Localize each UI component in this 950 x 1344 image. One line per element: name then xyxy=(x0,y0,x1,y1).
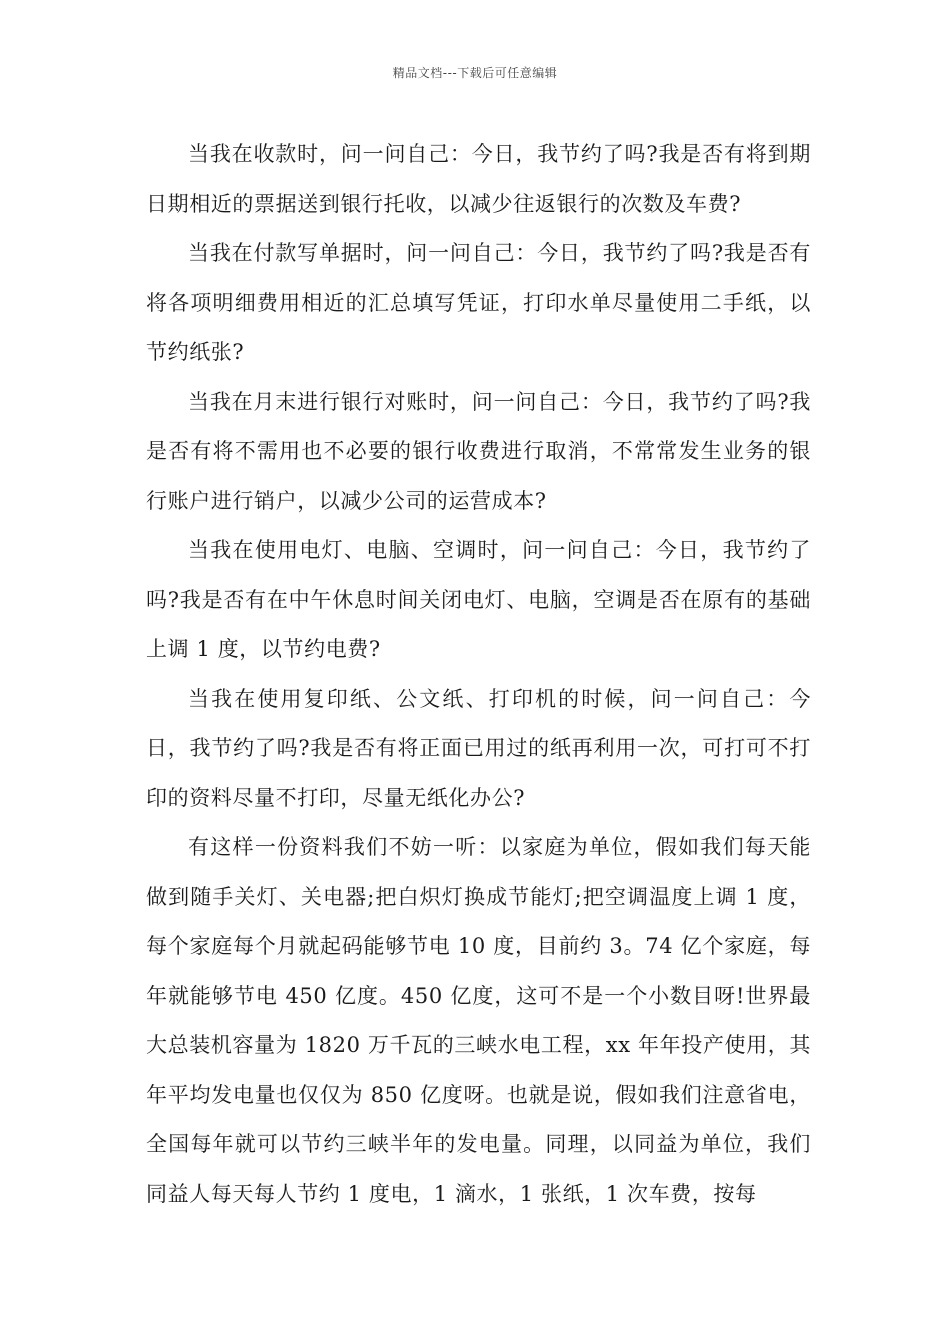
paragraph-electricity: 当我在使用电灯、电脑、空调时，问一问自己：今日，我节约了吗?我是否有在中午休息时间关闭电灯、电脑，空调是否在原有的基础上调 1 度，以节约电费? xyxy=(146,538,811,661)
paragraph-receipts: 当我在收款时，问一问自己：今日，我节约了吗?我是否有将到期日期相近的票据送到银行托收，以减少往返银行的次数及车费? xyxy=(146,142,811,216)
document-body xyxy=(146,130,811,1219)
paragraph-household-savings: 有这样一份资料我们不妨一听：以家庭为单位，假如我们每天能做到随手关灯、关电器;把白炽灯换成节能灯;把空调温度上调 1 度，每个家庭每个月就起码能够节电 10 度，目前约 3。74 亿个家庭，每年就能够节电 450 亿度。450 亿度，这可不是一个小数目呀!世界最大总装机容量为 1820 万千瓦的三峡水电工程，xx 年年投产使用，其年平均发电量也仅仅为 850 亿度呀。也就是说，假如我们注意省电，全国每年就可以节约三峡半年的发电量。同理，以同益为单位，我们同益人每天每人节约 1 度电，1 滴水，1 张纸，1 次车费，按每 xyxy=(146,835,811,1206)
paragraph-paper: 当我在使用复印纸、公文纸、打印机的时候，问一问自己：今日，我节约了吗?我是否有将正面已用过的纸再利用一次，可打可不打印的资料尽量不打印，尽量无纸化办公? xyxy=(146,686,811,810)
paragraph-reconciliation: 当我在月末进行银行对账时，问一问自己：今日，我节约了吗?我是否有将不需用也不必要的银行收费进行取消，不常常发生业务的银行账户进行销户，以减少公司的运营成本? xyxy=(146,389,811,513)
paragraph-payments: 当我在付款写单据时，问一问自己：今日，我节约了吗?我是否有将各项明细费用相近的汇总填写凭证，打印水单尽量使用二手纸，以节约纸张? xyxy=(146,241,811,364)
page-header: 精品文档---下载后可任意编辑 xyxy=(392,66,558,80)
